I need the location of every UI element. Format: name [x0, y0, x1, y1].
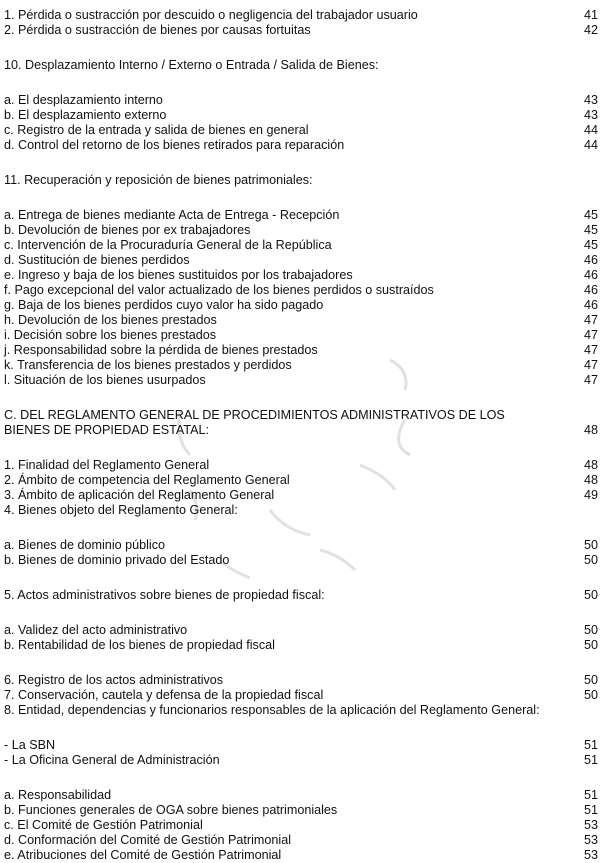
toc-entry-title: b. Rentabilidad de los bienes de propiedad fiscal [4, 638, 275, 652]
toc-entry-title: c. Registro de la entrada y salida de bienes en general [4, 123, 309, 137]
toc-entry [4, 488, 598, 503]
toc-entry [4, 753, 598, 768]
toc-entry [4, 538, 598, 553]
toc-entry [4, 458, 598, 473]
toc-entry [4, 738, 598, 753]
toc-entry-title: 1. Finalidad del Reglamento General [4, 458, 210, 472]
toc-entry-title: 7. Conservación, cautela y defensa de la propiedad fiscal [4, 688, 324, 702]
toc-entry-title: a. Entrega de bienes mediante Acta de Entrega - Recepción [4, 208, 340, 222]
toc-entry [4, 788, 598, 803]
toc-entry [4, 253, 598, 268]
toc-entry [4, 818, 598, 833]
toc-entry [4, 638, 598, 653]
toc-entry-page: 44 [583, 123, 598, 137]
toc-entry-page: 53 [583, 848, 598, 862]
toc-entry-title: l. Situación de los bienes usurpados [4, 373, 206, 387]
section-title [4, 173, 598, 188]
toc-entry [4, 138, 598, 153]
spacer [4, 653, 598, 673]
toc-entry [4, 358, 598, 373]
toc-entry-title: 2. Ámbito de competencia del Reglamento General [4, 473, 290, 487]
toc-entry-title: b. Devolución de bienes por ex trabajadores [4, 223, 251, 237]
toc-entry-page: 50 [583, 553, 598, 567]
toc-entry-title: h. Devolución de los bienes prestados [4, 313, 217, 327]
toc-entry-title: a. Validez del acto administrativo [4, 623, 188, 637]
toc-entry [4, 473, 598, 488]
toc-entry [4, 588, 598, 603]
toc-entry-page: 50 [583, 623, 598, 637]
toc-entry [4, 123, 598, 138]
toc-entry-title: e. Atribuciones del Comité de Gestión Patrimonial [4, 848, 282, 862]
toc-entry [4, 23, 598, 38]
toc-entry-title: 10. Desplazamiento Interno / Externo o Entrada / Salida de Bienes: [4, 58, 379, 72]
toc-entry-title: a. Responsabilidad [4, 788, 112, 802]
toc-entry-page: 43 [583, 93, 598, 107]
spacer [4, 518, 598, 538]
toc-entry-title: i. Decisión sobre los bienes prestados [4, 328, 217, 342]
toc-entry-page: 48 [583, 458, 598, 472]
toc-entry-title: a. Bienes de dominio público [4, 538, 166, 552]
toc-entry-title: 11. Recuperación y reposición de bienes patrimoniales: [4, 173, 313, 187]
toc-entry [4, 688, 598, 703]
toc-entry-title: c. Intervención de la Procuraduría General de la República [4, 238, 332, 252]
toc-entry-page: 46 [583, 298, 598, 312]
toc-entry-page: 41 [583, 8, 598, 22]
toc-entry-page: 53 [583, 818, 598, 832]
toc-entry [4, 373, 598, 388]
toc-entry [4, 553, 598, 568]
toc-entry-page: 50 [583, 638, 598, 652]
toc-entry [4, 283, 598, 298]
toc-entry-title: b. El desplazamiento externo [4, 108, 167, 122]
toc-entry-title: j. Responsabilidad sobre la pérdida de bienes prestados [4, 343, 318, 357]
toc-entry-page: 46 [583, 268, 598, 282]
toc-entry-title: g. Baja de los bienes perdidos cuyo valor ha sido pagado [4, 298, 324, 312]
toc-entry-title: e. Ingreso y baja de los bienes sustituidos por los trabajadores [4, 268, 353, 282]
toc-entry [4, 833, 598, 848]
toc-entry [4, 208, 598, 223]
spacer [4, 73, 598, 93]
toc-entry-page: 46 [583, 253, 598, 267]
toc-entry [4, 298, 598, 313]
toc-entry-title: b. Bienes de dominio privado del Estado [4, 553, 230, 567]
toc-entry-page: 49 [583, 488, 598, 502]
toc-entry [4, 503, 598, 518]
toc-entry-page: 51 [583, 738, 598, 752]
spacer [4, 568, 598, 588]
toc-entry [4, 93, 598, 108]
spacer [4, 768, 598, 788]
toc-entry-page: 45 [583, 238, 598, 252]
spacer [4, 153, 598, 173]
toc-entry-page: 51 [583, 788, 598, 802]
toc-entry-page: 47 [583, 313, 598, 327]
toc-entry-page: 48 [583, 473, 598, 487]
toc-entry-page: 46 [583, 283, 598, 297]
toc-entry-page: 44 [583, 138, 598, 152]
section-c-title: C. DEL REGLAMENTO GENERAL DE PROCEDIMIENTOS ADMINISTRATIVOS DE LOS BIENES DE PROPIEDAD ESTATAL: [4, 408, 505, 437]
toc-entry-page: 53 [583, 833, 598, 847]
spacer [4, 388, 598, 408]
spacer [4, 188, 598, 208]
spacer [4, 718, 598, 738]
table-of-contents [4, 8, 598, 863]
toc-entry-page: 51 [583, 753, 598, 767]
toc-entry-title: 3. Ámbito de aplicación del Reglamento General [4, 488, 275, 502]
toc-entry-title: d. Control del retorno de los bienes retirados para reparación [4, 138, 345, 152]
toc-entry-page: 51 [583, 803, 598, 817]
section-title [4, 58, 598, 73]
toc-entry-title: f. Pago excepcional del valor actualizado de los bienes perdidos o sustraídos [4, 283, 434, 297]
toc-entry [4, 673, 598, 688]
toc-entry-title: a. El desplazamiento interno [4, 93, 163, 107]
toc-entry-page: 48 [583, 423, 598, 437]
toc-entry [4, 268, 598, 283]
toc-entry-title: 4. Bienes objeto del Reglamento General: [4, 503, 238, 517]
toc-entry-8: 8. Entidad, dependencias y funcionarios responsables de la aplicación del Reglamento General: [4, 703, 540, 717]
toc-entry-title: 5. Actos administrativos sobre bienes de propiedad fiscal: [4, 588, 325, 602]
toc-entry-page: 50 [583, 538, 598, 552]
toc-entry-page: 47 [583, 373, 598, 387]
toc-entry-page: 45 [583, 208, 598, 222]
toc-entry [4, 328, 598, 343]
section-c-heading [4, 408, 598, 438]
toc-entry-page: 42 [583, 23, 598, 37]
toc-entry-title: 1. Pérdida o sustracción por descuido o negligencia del trabajador usuario [4, 8, 418, 22]
toc-entry [4, 313, 598, 328]
toc-entry [4, 8, 598, 23]
toc-entry-page: 50 [583, 688, 598, 702]
toc-entry-title: 2. Pérdida o sustracción de bienes por causas fortuitas [4, 23, 311, 37]
toc-entry-page: 47 [583, 328, 598, 342]
toc-entry-page: 45 [583, 223, 598, 237]
toc-entry-title: k. Transferencia de los bienes prestados y perdidos [4, 358, 292, 372]
toc-entry [4, 108, 598, 123]
toc-entry [4, 223, 598, 238]
toc-entry [4, 803, 598, 818]
spacer [4, 38, 598, 58]
toc-entry-page: 43 [583, 108, 598, 122]
toc-entry [4, 343, 598, 358]
spacer [4, 438, 598, 458]
toc-entry-page: 47 [583, 358, 598, 372]
toc-entry-title: d. Conformación del Comité de Gestión Patrimonial [4, 833, 291, 847]
toc-entry-title: d. Sustitución de bienes perdidos [4, 253, 190, 267]
spacer [4, 603, 598, 623]
toc-entry-title: - La SBN [4, 738, 56, 752]
toc-entry [4, 238, 598, 253]
toc-entry-page: 50 [583, 673, 598, 687]
toc-entry-title: 6. Registro de los actos administrativos [4, 673, 224, 687]
toc-entry-title: c. El Comité de Gestión Patrimonial [4, 818, 203, 832]
toc-entry-title: b. Funciones generales de OGA sobre bienes patrimoniales [4, 803, 338, 817]
toc-entry [4, 623, 598, 638]
toc-entry-title: - La Oficina General de Administración [4, 753, 220, 767]
toc-entry [4, 848, 598, 863]
toc-entry-page: 47 [583, 343, 598, 357]
toc-entry-page: 50 [583, 588, 598, 602]
